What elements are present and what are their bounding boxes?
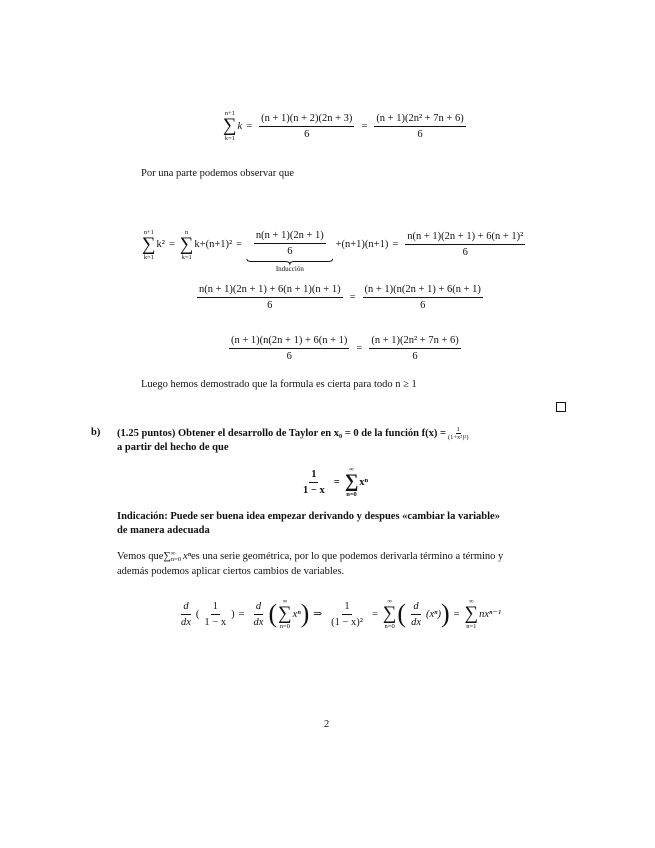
numerator: n(n + 1)(2n + 1) + 6(n + 1)² <box>405 230 525 245</box>
numerator: (n + 1)(2n² + 7n + 6) <box>374 112 465 127</box>
paragraph: Luego hemos demostrado que la formula es cierta para todo n ≥ 1 <box>141 379 417 390</box>
numerator: 1 <box>211 600 220 615</box>
denominator: 6 <box>287 246 293 257</box>
sum-upper-limit: ∞ <box>469 598 474 605</box>
fraction <box>197 283 343 312</box>
paragraph-line-2: además podemos aplicar ciertos cambios de variables. <box>117 566 345 577</box>
middle-term: +(n+1)(n+1) <box>335 239 389 250</box>
numerator: n(n + 1)(2n + 1) + 6(n + 1)(n + 1) <box>197 283 343 298</box>
equation-geometric-series: $\frac{1}{1 - x}$ = ∞ ∑ n=0 xⁿ <box>303 466 369 498</box>
paragraph: Por una parte podemos observar que <box>141 168 295 179</box>
fraction <box>329 600 365 629</box>
numerator: d <box>254 600 263 615</box>
sum-term: xⁿ <box>359 476 369 488</box>
inline-term: xⁿ <box>183 551 192 562</box>
hint-line-1: Indicación: Puede ser buena idea empezar derivando y despues «cambiar la variable» <box>117 511 500 522</box>
sum-lower-limit: k=1 <box>143 253 154 261</box>
sum-upper-limit: ∞ <box>349 466 354 473</box>
inline-sum-lower: n=0 <box>170 556 182 563</box>
numerator: n(n + 1)(2n + 1) <box>254 229 326 244</box>
implies-icon: ⇒ <box>313 609 323 620</box>
numerator: (n + 1)(n(2n + 1) + 6(n + 1) <box>363 283 483 298</box>
denominator: dx <box>253 616 264 628</box>
fraction <box>363 283 483 312</box>
summation: ∞ ∑ n=0 <box>278 598 292 630</box>
part-b-label: b) <box>91 427 101 438</box>
equation-step-4: $\frac{(n + 1)(n(2n + 1) + 6(n + 1)}{6}$ = $\frac{\text{(n + 1)(2n² + 7n + 6)}}{6}$ <box>231 335 459 362</box>
denominator: 6 <box>420 300 426 311</box>
numerator: (n + 1)(2n² + 7n + 6) <box>369 334 460 349</box>
inline-sum-upper: ∞ <box>170 550 176 557</box>
summation: ∞ ∑ n=0 <box>382 598 397 630</box>
fraction <box>405 230 525 259</box>
sum-lower-limit: n=0 <box>384 623 395 630</box>
fraction <box>409 600 423 629</box>
denominator: 6 <box>412 351 418 362</box>
fraction <box>374 112 465 141</box>
sum-lower-limit: n=0 <box>346 491 357 498</box>
fraction <box>259 112 354 141</box>
equation-derivative: $\frac{d}{dx}$ ( $\frac{1}{1 - x}$ ) = $\frac{d}{dx}$ ( ∞ ∑ n=0 xⁿ ) ⇒ $\frac{1}{\text{(1 − x)²}}$ = ∞ ∑ n=0 ( $\frac{d}{dx}$ (xⁿ) ) = ∞ ∑ n=1 nxⁿ⁻¹ <box>181 598 502 630</box>
part-b-statement <box>117 426 470 441</box>
equation-sum-k-squared: n+1 ∑ k=1 k² = n ∑ k=1 k+(n+1)² = $\frac{n(n + 1)(2n + 1)}{6}$ Inducción +(n+1)(n+1) = $\frac{\text{n(n + 1)(2n + 1) + 6(n + 1)²}}{6}$ <box>142 228 524 273</box>
numerator: d <box>181 600 190 615</box>
fraction <box>254 229 326 258</box>
sum-term: (xⁿ) <box>426 608 441 620</box>
fraction <box>229 334 349 363</box>
underbrace-icon <box>246 258 334 265</box>
summation: ∞ ∑ n=1 <box>464 598 479 630</box>
fraction <box>369 334 460 363</box>
summation: ∞ ∑ n=0 <box>344 466 359 498</box>
denominator: 6 <box>462 247 468 258</box>
summation: n+1 ∑ k=1 <box>142 228 156 261</box>
summation: n+1 ∑ k=1 <box>223 110 237 142</box>
part-b-fraction <box>447 426 470 441</box>
numerator: (n + 1)(n(2n + 1) + 6(n + 1) <box>229 334 349 349</box>
equation-step-3: $\frac{n(n + 1)(2n + 1) + 6(n + 1)(n + 1)}{6}$ = $\frac{(n + 1)(n(2n + 1) + 6(n + 1)}{6}$ <box>199 284 481 311</box>
paragraph-line-1 <box>117 550 503 564</box>
denominator: (1+x²)²) <box>447 434 469 441</box>
denominator: 1 − x <box>204 616 227 628</box>
sum-lower-limit: n=0 <box>279 623 290 630</box>
denominator: 6 <box>304 128 310 140</box>
denominator: dx <box>181 616 191 628</box>
denominator: (1 − x)² <box>331 616 363 628</box>
sum-upper-limit: ∞ <box>282 598 288 605</box>
numerator: d <box>411 600 420 615</box>
text-span: Vemos que <box>117 551 164 562</box>
fraction <box>301 468 327 497</box>
denominator: 6 <box>286 351 292 362</box>
underbrace-label: Inducción <box>275 265 304 273</box>
page-number: 2 <box>324 719 330 730</box>
fraction <box>202 600 228 629</box>
numerator: (n + 1)(n + 2)(2n + 3) <box>259 112 354 127</box>
sum-upper-limit: ∞ <box>387 598 392 605</box>
denominator: 1 − x <box>303 484 325 496</box>
sum-lower-limit: k=1 <box>224 135 235 142</box>
text-span: es una serie geométrica, por lo que podemos derivarla término a término y <box>191 551 504 562</box>
qed-square-icon <box>556 402 566 412</box>
sum-term: k+(n+1)² <box>194 239 233 250</box>
sum-upper-limit: n+1 <box>224 110 235 117</box>
numerator: 1 <box>342 600 351 615</box>
underbrace-induction <box>246 229 334 274</box>
sum-term: xⁿ <box>292 608 301 620</box>
sum-term: nxⁿ⁻¹ <box>479 609 502 620</box>
sum-lower-limit: k=1 <box>181 253 192 261</box>
sum-lower-limit: n=1 <box>466 623 477 630</box>
hint-line-2: de manera adecuada <box>117 525 210 536</box>
numerator: 1 <box>456 426 460 433</box>
summation: n ∑ k=1 <box>179 228 194 261</box>
part-b-line-2: a partir del hecho de que <box>117 442 229 453</box>
denominator: 6 <box>267 300 273 311</box>
sum-upper-limit: n <box>185 228 189 236</box>
sum-term: k² <box>156 239 165 250</box>
denominator: dx <box>411 616 421 628</box>
fraction <box>179 600 193 629</box>
denominator: 6 <box>417 128 423 140</box>
sum-term: k <box>237 120 243 132</box>
equation-sum-k: n+1 ∑ k=1 k = $\frac{(n + 1)(n + 2)(2n + 3)}{6}$ = $\frac{\text{(n + 1)(2n² + 7n + 6)}}{6}$ <box>223 110 464 142</box>
fraction <box>252 600 266 629</box>
inline-sum-symbol: ∑ <box>163 551 171 562</box>
part-b-line-1: (1.25 puntos) Obtener el desarrollo de Taylor en x₀ = 0 de la función f(x) = <box>117 427 446 439</box>
sum-upper-limit: n+1 <box>143 228 154 236</box>
numerator: 1 <box>309 468 318 483</box>
